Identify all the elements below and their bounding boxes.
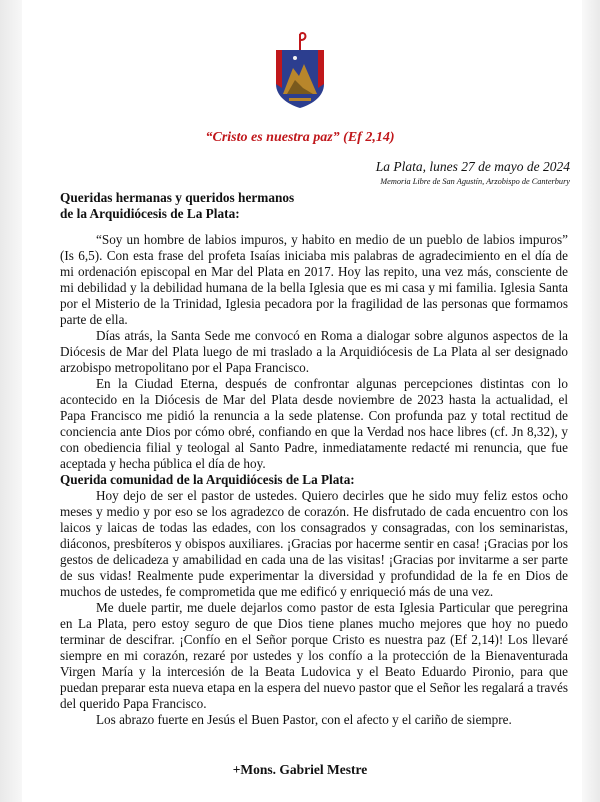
greeting-line-2: de la Arquidiócesis de La Plata: (60, 206, 240, 221)
subheading: Querida comunidad de la Arquidiócesis de La Plata: (60, 472, 355, 487)
paragraph-1: “Soy un hombre de labios impuros, y habito en medio de un pueblo de labios impuros” (Is 6,5). Con esta frase del profeta Isaías iniciaba mis palabras de agradecimiento en el día de mi ordenación episcopal en Mar del Plata en 2017. Hoy las repito, una vez más, consciente de mi debilidad y la debilidad humana de la bella Iglesia que es mi casa y mi familia. Iglesia Santa por el Misterio de la Trinidad, Iglesia pecadora por la fragilidad de las personas que formamos parte de ella. (60, 232, 568, 327)
paragraph-3: En la Ciudad Eterna, después de confrontar algunas percepciones distintas con lo acontecido en la Diócesis de Mar del Plata desde noviembre de 2023 hasta la actualidad, el Papa Francisco me pidió la renuncia a la sede platense. Con profunda paz y total rectitud de conciencia ante Dios por cómo obré, confiando en que la Verdad nos hace libres (cf. Jn 8,32), y con obediencia filial y teologal al Santo Padre, inmediatamente redacté mi renuncia, que fue aceptada y hecha pública el día de hoy. (60, 376, 568, 471)
page-edge-right (582, 0, 600, 802)
paragraph-4: Hoy dejo de ser el pastor de ustedes. Quiero decirles que he sido muy feliz estos ocho meses y medio y por eso se los agradezco de corazón. He disfrutado de cada encuentro con los laicos y laicas de todas las edades, con los consagrados y consagradas, con los seminaristas, diáconos, presbíteros y obispos auxiliares. ¡Gracias por hacerme sentir en casa! ¡Gracias por los gestos de delicadeza y amabilidad en cada una de las visitas! ¡Gracias por invitarme a ser parte de sus vidas! Realmente pude experimentar la diversidad y profundidad de la fe en Dios de muchos de ustedes, fe comprometida que me edificó y enriqueció más de una vez. (60, 488, 568, 599)
signature: +Mons. Gabriel Mestre (232, 762, 368, 777)
greeting (60, 190, 294, 222)
page-edge-left (0, 0, 22, 802)
greeting-line-1: Queridas hermanas y queridos hermanos (60, 190, 295, 205)
paragraph-2: Días atrás, la Santa Sede me convocó en Roma a dialogar sobre algunos aspectos de la Diócesis de Mar del Plata luego de mi traslado a la Arquidiócesis de La Plata al ser designado arzobispo metropolitano por el Papa Francisco. (60, 328, 568, 375)
paragraph-5: Me duele partir, me duele dejarlos como pastor de esta Iglesia Particular que peregrina en La Plata, pero estoy seguro de que Dios tiene planes mucho mejores que hoy no puedo terminar de descifrar. ¡Confío en el Señor porque Cristo es nuestra paz (Ef 2,14)! Los llevaré siempre en mi corazón, rezaré por ustedes y los confío a la protección de la Bienaventurada Virgen María y la intercesión de la Beata Ludovica y el Beato Eduardo Pironio, para que puedan preparar esta nueva etapa en la espera del nuevo pastor que el Señor les regalará a través del querido Papa Francisco. (60, 600, 568, 711)
letter-body (60, 232, 568, 728)
paragraph-6: Los abrazo fuerte en Jesús el Buen Pastor, con el afecto y el cariño de siempre. (96, 712, 512, 727)
liturgical-memorial: Memoria Libre de San Agustín, Arzobispo de Canterbury (380, 177, 570, 186)
coat-of-arms-logo (273, 28, 327, 110)
motto: “Cristo es nuestra paz” (Ef 2,14) (205, 130, 395, 145)
place-date: La Plata, lunes 27 de mayo de 2024 (375, 159, 570, 174)
